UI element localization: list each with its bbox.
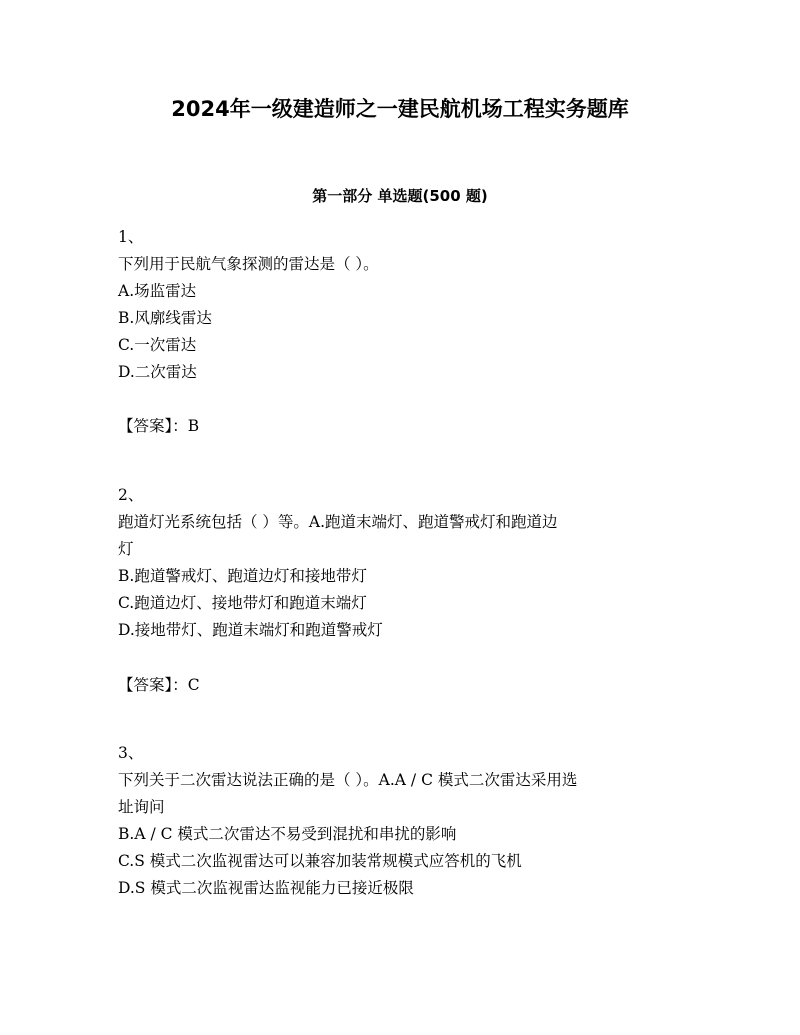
section-heading: 第一部分 单选题(500 题) — [312, 187, 488, 205]
question-2-stem-line-1: 跑道灯光系统包括（ ）等。A.跑道末端灯、跑道警戒灯和跑道边 — [118, 513, 558, 531]
question-3-stem-line-1: 下列关于二次雷达说法正确的是（ ）。A.A / C 模式二次雷达采用选 — [118, 771, 578, 789]
question-2-number: 2、 — [118, 486, 144, 504]
question-1-option-d: D.二次雷达 — [118, 363, 197, 381]
question-2-answer: 【答案】：C — [118, 676, 200, 694]
question-3-option-d: D.S 模式二次监视雷达监视能力已接近极限 — [118, 879, 414, 897]
question-1-option-b: B.风廓线雷达 — [118, 309, 212, 327]
document-title: 2024年一级建造师之一建民航机场工程实务题库 — [171, 97, 629, 121]
question-1-option-a: A.场监雷达 — [118, 282, 197, 300]
question-1-answer: 【答案】：B — [118, 417, 200, 435]
question-2-stem-line-2: 灯 — [118, 540, 134, 558]
question-2-option-b: B.跑道警戒灯、跑道边灯和接地带灯 — [118, 567, 367, 585]
question-1-option-c: C.一次雷达 — [118, 336, 197, 354]
question-3-stem-line-2: 址询问 — [118, 798, 165, 816]
question-2-option-c: C.跑道边灯、接地带灯和跑道末端灯 — [118, 594, 367, 612]
question-3-option-c: C.S 模式二次监视雷达可以兼容加装常规模式应答机的飞机 — [118, 852, 522, 870]
question-1-stem: 下列用于民航气象探测的雷达是（ ）。 — [118, 255, 379, 273]
question-3-option-b: B.A / C 模式二次雷达不易受到混扰和串扰的影响 — [118, 825, 457, 843]
question-2-option-d: D.接地带灯、跑道末端灯和跑道警戒灯 — [118, 621, 383, 639]
question-3-number: 3、 — [118, 744, 144, 762]
question-1-number: 1、 — [118, 228, 144, 246]
